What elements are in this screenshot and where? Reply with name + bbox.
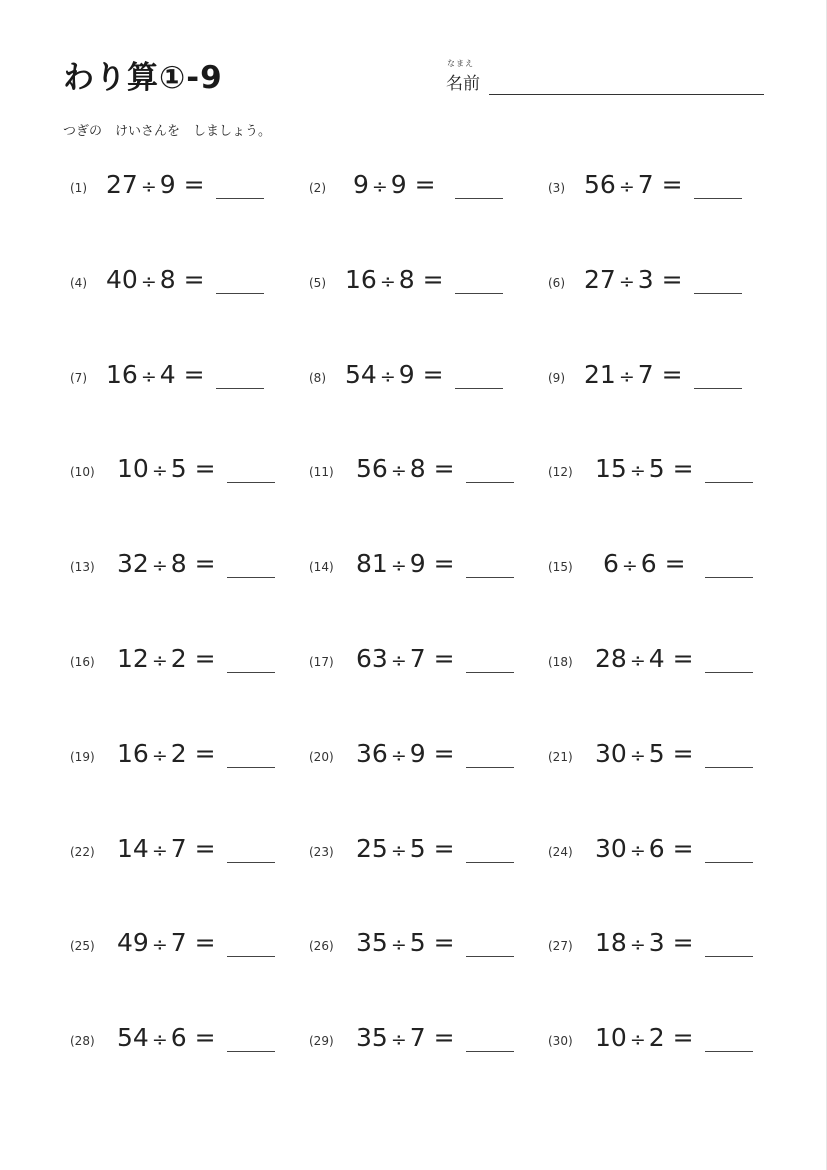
answer-line bbox=[466, 577, 514, 578]
divisor: 5 bbox=[409, 833, 426, 863]
equals-sign: = bbox=[414, 359, 444, 389]
divisor: 7 bbox=[170, 928, 187, 958]
dividend: 63 bbox=[356, 644, 388, 673]
answer-field[interactable] bbox=[466, 934, 514, 956]
name-label: 名前 bbox=[446, 74, 480, 94]
divisor: 9 bbox=[398, 359, 415, 389]
answer-line bbox=[466, 767, 514, 768]
answer-line bbox=[227, 1051, 275, 1052]
problem-item bbox=[548, 358, 773, 398]
divide-sign: ÷ bbox=[151, 555, 168, 578]
divide-sign: ÷ bbox=[379, 365, 396, 388]
dividend: 27 bbox=[106, 170, 138, 199]
problem-item bbox=[309, 263, 534, 303]
divide-sign: ÷ bbox=[379, 270, 396, 293]
divide-sign: ÷ bbox=[621, 555, 638, 578]
problem-number: (22) bbox=[70, 844, 95, 859]
divide-sign: ÷ bbox=[151, 1029, 168, 1052]
problem-number: (8) bbox=[309, 370, 326, 385]
divisor: 3 bbox=[637, 264, 654, 294]
problem-item bbox=[309, 358, 534, 398]
dividend: 35 bbox=[356, 928, 388, 958]
dividend: 54 bbox=[117, 1023, 149, 1053]
answer-field[interactable] bbox=[466, 840, 514, 862]
answer-field[interactable] bbox=[216, 271, 264, 293]
division-expression bbox=[117, 1023, 216, 1052]
divisor: 2 bbox=[170, 644, 187, 673]
equals-sign: = bbox=[186, 644, 216, 673]
equals-sign: = bbox=[186, 738, 216, 768]
divisor: 4 bbox=[159, 359, 176, 389]
dividend: 10 bbox=[117, 454, 149, 484]
answer-field[interactable] bbox=[216, 176, 264, 198]
divisor: 9 bbox=[409, 738, 426, 768]
equals-sign: = bbox=[664, 644, 694, 673]
divisor: 6 bbox=[170, 1023, 187, 1053]
problem-number: (3) bbox=[548, 181, 565, 195]
problem-number: (21) bbox=[548, 749, 573, 764]
problem-item bbox=[309, 926, 534, 966]
divisor: 6 bbox=[640, 549, 657, 579]
problem-number: (24) bbox=[548, 844, 573, 859]
division-expression bbox=[595, 1023, 694, 1052]
divide-sign: ÷ bbox=[390, 744, 407, 767]
divisor: 7 bbox=[637, 170, 654, 199]
divide-sign: ÷ bbox=[390, 934, 407, 957]
problem-number: (30) bbox=[548, 1034, 573, 1049]
answer-line bbox=[227, 956, 275, 957]
division-expression bbox=[345, 360, 444, 389]
problem-number: (20) bbox=[309, 749, 334, 764]
divisor: 7 bbox=[170, 833, 187, 863]
problem-number: (11) bbox=[309, 465, 334, 480]
equals-sign: = bbox=[175, 359, 205, 389]
division-expression bbox=[595, 454, 694, 483]
answer-line bbox=[455, 388, 503, 389]
dividend: 36 bbox=[356, 738, 388, 768]
problem-number: (23) bbox=[309, 844, 334, 859]
answer-field[interactable] bbox=[694, 366, 742, 388]
answer-line bbox=[227, 672, 275, 673]
divide-sign: ÷ bbox=[629, 1029, 646, 1052]
answer-line bbox=[705, 862, 753, 863]
answer-field[interactable] bbox=[227, 460, 275, 482]
answer-field[interactable] bbox=[705, 934, 753, 956]
equals-sign: = bbox=[186, 454, 216, 484]
equals-sign: = bbox=[425, 738, 455, 768]
answer-line bbox=[466, 956, 514, 957]
equals-sign: = bbox=[175, 170, 205, 199]
problem-number: (29) bbox=[309, 1034, 334, 1049]
divide-sign: ÷ bbox=[151, 744, 168, 767]
divide-sign: ÷ bbox=[629, 934, 646, 957]
answer-field[interactable] bbox=[227, 934, 275, 956]
division-expression bbox=[117, 834, 216, 863]
division-expression bbox=[356, 549, 455, 578]
dividend: 6 bbox=[595, 549, 619, 579]
problem-number: (12) bbox=[548, 465, 573, 480]
equals-sign: = bbox=[425, 928, 455, 958]
division-expression bbox=[356, 739, 455, 768]
equals-sign: = bbox=[186, 1023, 216, 1053]
division-expression bbox=[117, 454, 216, 483]
answer-line bbox=[694, 293, 742, 294]
problem-item bbox=[309, 452, 534, 492]
problem-number: (18) bbox=[548, 655, 573, 669]
problem-number: (7) bbox=[70, 370, 87, 385]
problem-item bbox=[70, 547, 295, 587]
division-expression bbox=[584, 265, 683, 294]
problem-item bbox=[309, 168, 534, 208]
answer-line bbox=[227, 577, 275, 578]
dividend: 16 bbox=[117, 738, 149, 768]
answer-field[interactable] bbox=[705, 555, 753, 577]
answer-line bbox=[466, 1051, 514, 1052]
division-expression bbox=[356, 454, 455, 483]
problem-item bbox=[309, 547, 534, 587]
problem-item bbox=[70, 926, 295, 966]
equals-sign: = bbox=[664, 454, 694, 484]
equals-sign: = bbox=[664, 833, 694, 863]
answer-field[interactable] bbox=[466, 650, 514, 672]
name-write-line[interactable] bbox=[489, 94, 764, 95]
divide-sign: ÷ bbox=[371, 176, 388, 198]
problem-item bbox=[70, 168, 295, 208]
dividend: 49 bbox=[117, 928, 149, 958]
divide-sign: ÷ bbox=[390, 1029, 407, 1052]
division-expression bbox=[117, 644, 216, 673]
division-expression bbox=[584, 360, 683, 389]
dividend: 30 bbox=[595, 833, 627, 863]
equals-sign: = bbox=[656, 549, 686, 579]
problem-number: (19) bbox=[70, 749, 95, 764]
divisor: 5 bbox=[409, 928, 426, 958]
dividend: 16 bbox=[345, 264, 377, 294]
dividend: 16 bbox=[106, 359, 138, 389]
dividend: 56 bbox=[356, 454, 388, 484]
equals-sign: = bbox=[175, 264, 205, 294]
equals-sign: = bbox=[186, 928, 216, 958]
answer-field[interactable] bbox=[455, 271, 503, 293]
division-expression bbox=[117, 549, 216, 578]
answer-field[interactable] bbox=[216, 366, 264, 388]
divide-sign: ÷ bbox=[151, 650, 168, 672]
answer-field[interactable] bbox=[466, 460, 514, 482]
answer-line bbox=[694, 198, 742, 199]
answer-line bbox=[466, 672, 514, 673]
answer-field[interactable] bbox=[705, 650, 753, 672]
equals-sign: = bbox=[664, 928, 694, 958]
name-ruby: なまえ bbox=[447, 59, 474, 68]
division-expression bbox=[345, 265, 444, 294]
dividend: 9 bbox=[345, 170, 369, 199]
problem-number: (2) bbox=[309, 181, 326, 195]
division-expression bbox=[106, 170, 205, 199]
divisor: 5 bbox=[648, 454, 665, 484]
equals-sign: = bbox=[664, 1023, 694, 1053]
equals-sign: = bbox=[653, 264, 683, 294]
problem-item bbox=[548, 452, 773, 492]
divide-sign: ÷ bbox=[629, 650, 646, 672]
divisor: 7 bbox=[409, 644, 426, 673]
divide-sign: ÷ bbox=[390, 839, 407, 862]
divide-sign: ÷ bbox=[618, 176, 635, 198]
dividend: 81 bbox=[356, 549, 388, 579]
division-expression bbox=[584, 170, 683, 199]
answer-field[interactable] bbox=[455, 366, 503, 388]
division-expression bbox=[595, 644, 694, 673]
problem-number: (5) bbox=[309, 275, 326, 290]
divisor: 5 bbox=[648, 738, 665, 768]
dividend: 30 bbox=[595, 738, 627, 768]
dividend: 14 bbox=[117, 833, 149, 863]
answer-field[interactable] bbox=[455, 176, 503, 198]
division-expression bbox=[356, 928, 455, 957]
division-expression bbox=[106, 265, 205, 294]
problem-number: (25) bbox=[70, 939, 95, 954]
divisor: 8 bbox=[398, 264, 415, 294]
divide-sign: ÷ bbox=[140, 365, 157, 388]
problem-item bbox=[309, 1021, 534, 1061]
equals-sign: = bbox=[406, 170, 436, 199]
answer-line bbox=[466, 482, 514, 483]
division-expression bbox=[356, 1023, 455, 1052]
problem-item bbox=[309, 642, 534, 682]
problem-item bbox=[309, 737, 534, 777]
answer-line bbox=[227, 482, 275, 483]
answer-line bbox=[216, 198, 264, 199]
divisor: 2 bbox=[648, 1023, 665, 1053]
dividend: 18 bbox=[595, 928, 627, 958]
answer-field[interactable] bbox=[227, 1029, 275, 1051]
problem-item bbox=[548, 926, 773, 966]
answer-field[interactable] bbox=[705, 840, 753, 862]
instruction-text: つぎの けいさんを しましょう。 bbox=[63, 124, 272, 139]
problem-number: (6) bbox=[548, 275, 565, 290]
divide-sign: ÷ bbox=[629, 460, 646, 483]
problem-number: (28) bbox=[70, 1034, 95, 1049]
equals-sign: = bbox=[414, 264, 444, 294]
divisor: 7 bbox=[637, 359, 654, 389]
dividend: 21 bbox=[584, 359, 616, 389]
answer-field[interactable] bbox=[694, 271, 742, 293]
answer-field[interactable] bbox=[705, 745, 753, 767]
problem-item bbox=[548, 737, 773, 777]
problem-item bbox=[70, 642, 295, 682]
answer-line bbox=[216, 293, 264, 294]
answer-field[interactable] bbox=[227, 745, 275, 767]
divisor: 3 bbox=[648, 928, 665, 958]
problem-item bbox=[70, 358, 295, 398]
problem-number: (26) bbox=[309, 939, 334, 954]
answer-line bbox=[455, 293, 503, 294]
division-expression bbox=[595, 549, 686, 578]
answer-line bbox=[705, 482, 753, 483]
equals-sign: = bbox=[425, 833, 455, 863]
answer-field[interactable] bbox=[694, 176, 742, 198]
divide-sign: ÷ bbox=[390, 555, 407, 578]
divide-sign: ÷ bbox=[151, 839, 168, 862]
problem-number: (16) bbox=[70, 655, 95, 669]
division-expression bbox=[117, 928, 216, 957]
equals-sign: = bbox=[425, 549, 455, 579]
divisor: 4 bbox=[648, 644, 665, 673]
division-expression bbox=[117, 739, 216, 768]
problem-item bbox=[70, 737, 295, 777]
answer-line bbox=[705, 767, 753, 768]
equals-sign: = bbox=[186, 549, 216, 579]
answer-line bbox=[466, 862, 514, 863]
dividend: 10 bbox=[595, 1023, 627, 1053]
division-expression bbox=[595, 739, 694, 768]
divide-sign: ÷ bbox=[151, 460, 168, 483]
dividend: 35 bbox=[356, 1023, 388, 1053]
divisor: 2 bbox=[170, 738, 187, 768]
answer-line bbox=[227, 862, 275, 863]
dividend: 54 bbox=[345, 359, 377, 389]
dividend: 40 bbox=[106, 264, 138, 294]
dividend: 15 bbox=[595, 454, 627, 484]
answer-line bbox=[216, 388, 264, 389]
divisor: 6 bbox=[648, 833, 665, 863]
equals-sign: = bbox=[653, 359, 683, 389]
division-expression bbox=[356, 834, 455, 863]
divide-sign: ÷ bbox=[390, 650, 407, 672]
problem-item bbox=[548, 263, 773, 303]
problem-number: (14) bbox=[309, 560, 334, 575]
problem-item bbox=[70, 832, 295, 872]
divide-sign: ÷ bbox=[629, 744, 646, 767]
problem-item bbox=[70, 1021, 295, 1061]
answer-field[interactable] bbox=[227, 840, 275, 862]
equals-sign: = bbox=[425, 454, 455, 484]
answer-line bbox=[705, 1051, 753, 1052]
answer-field[interactable] bbox=[705, 460, 753, 482]
answer-field[interactable] bbox=[227, 650, 275, 672]
divide-sign: ÷ bbox=[151, 934, 168, 957]
worksheet-title: わり算①-9 bbox=[63, 60, 223, 96]
dividend: 28 bbox=[595, 644, 627, 673]
division-expression bbox=[345, 170, 436, 199]
division-expression bbox=[106, 360, 205, 389]
problem-number: (15) bbox=[548, 560, 573, 575]
problem-item bbox=[309, 832, 534, 872]
problem-number: (17) bbox=[309, 655, 334, 669]
dividend: 32 bbox=[117, 549, 149, 579]
problem-item bbox=[548, 642, 773, 682]
answer-field[interactable] bbox=[466, 555, 514, 577]
divisor: 9 bbox=[159, 170, 176, 199]
problem-item bbox=[70, 263, 295, 303]
answer-line bbox=[227, 767, 275, 768]
problem-number: (13) bbox=[70, 560, 95, 575]
divide-sign: ÷ bbox=[390, 460, 407, 483]
problem-item bbox=[548, 832, 773, 872]
divide-sign: ÷ bbox=[140, 176, 157, 198]
equals-sign: = bbox=[425, 1023, 455, 1053]
answer-line bbox=[694, 388, 742, 389]
divisor: 8 bbox=[409, 454, 426, 484]
dividend: 27 bbox=[584, 264, 616, 294]
problem-number: (1) bbox=[70, 181, 87, 195]
division-expression bbox=[595, 834, 694, 863]
problem-number: (4) bbox=[70, 275, 87, 290]
dividend: 56 bbox=[584, 170, 616, 199]
dividend: 25 bbox=[356, 833, 388, 863]
problem-number: (10) bbox=[70, 465, 95, 480]
equals-sign: = bbox=[664, 738, 694, 768]
problem-item bbox=[70, 452, 295, 492]
divide-sign: ÷ bbox=[618, 270, 635, 293]
answer-field[interactable] bbox=[466, 745, 514, 767]
equals-sign: = bbox=[425, 644, 455, 673]
answer-line bbox=[705, 577, 753, 578]
divisor: 8 bbox=[170, 549, 187, 579]
dividend: 12 bbox=[117, 644, 149, 673]
divisor: 5 bbox=[170, 454, 187, 484]
division-expression bbox=[595, 928, 694, 957]
problem-item bbox=[548, 168, 773, 208]
divide-sign: ÷ bbox=[618, 365, 635, 388]
divide-sign: ÷ bbox=[140, 270, 157, 293]
answer-line bbox=[705, 672, 753, 673]
problem-item bbox=[548, 547, 773, 587]
divisor: 8 bbox=[159, 264, 176, 294]
divisor: 9 bbox=[409, 549, 426, 579]
division-expression bbox=[356, 644, 455, 673]
equals-sign: = bbox=[186, 833, 216, 863]
answer-field[interactable] bbox=[227, 555, 275, 577]
answer-field[interactable] bbox=[705, 1029, 753, 1051]
answer-line bbox=[705, 956, 753, 957]
divisor: 7 bbox=[409, 1023, 426, 1053]
problem-number: (9) bbox=[548, 370, 565, 385]
problem-item bbox=[548, 1021, 773, 1061]
answer-field[interactable] bbox=[466, 1029, 514, 1051]
problem-number: (27) bbox=[548, 939, 573, 954]
answer-line bbox=[455, 198, 503, 199]
divisor: 9 bbox=[390, 170, 407, 199]
equals-sign: = bbox=[653, 170, 683, 199]
divide-sign: ÷ bbox=[629, 839, 646, 862]
